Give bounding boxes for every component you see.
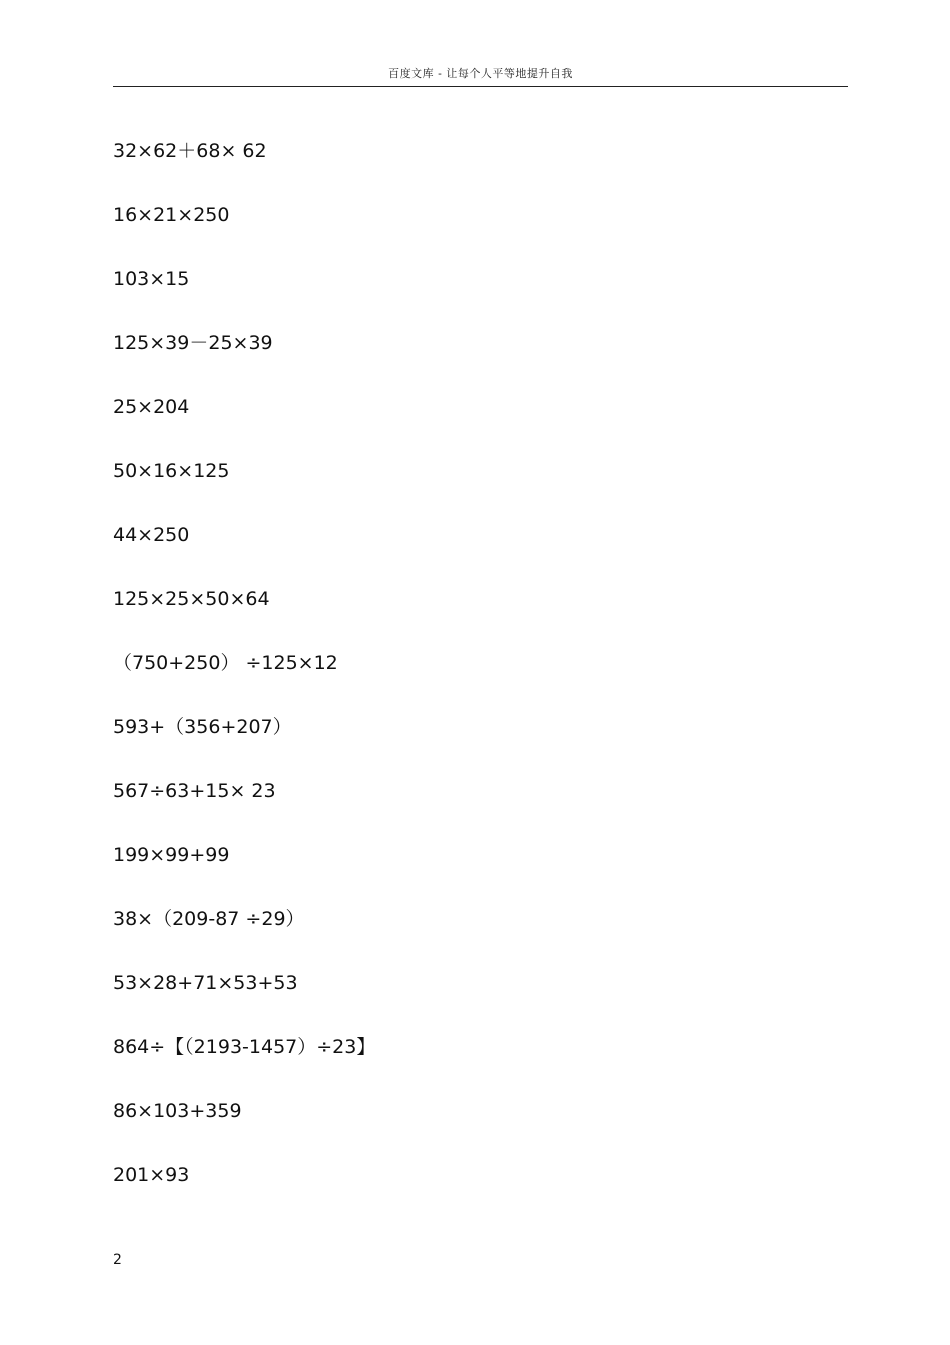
problem-item: （750+250） ÷125×12 [113,652,338,674]
problem-item: 103×15 [113,268,190,290]
problem-item: 53×28+71×53+53 [113,972,298,994]
header-text: 百度文库 - 让每个人平等地提升自我 [388,67,573,80]
problem-item: 86×103+359 [113,1100,242,1122]
problem-item: 32×62＋68× 62 [113,140,267,162]
problem-item: 125×39－25×39 [113,332,273,354]
problem-item: 25×204 [113,396,190,418]
problem-item: 16×21×250 [113,204,230,226]
problem-item: 567÷63+15× 23 [113,780,276,802]
problem-item: 50×16×125 [113,460,230,482]
problem-item: 38×（209-87 ÷29） [113,908,305,930]
page-header [113,62,848,87]
page-number: 2 [113,1252,122,1268]
problem-item: 593+（356+207） [113,716,292,738]
problem-item: 199×99+99 [113,844,230,866]
problem-item: 201×93 [113,1164,190,1186]
problem-list [113,136,375,1224]
problem-item: 44×250 [113,524,190,546]
problem-item: 125×25×50×64 [113,588,270,610]
problem-item: 864÷【（2193-1457）÷23】 [113,1036,376,1058]
